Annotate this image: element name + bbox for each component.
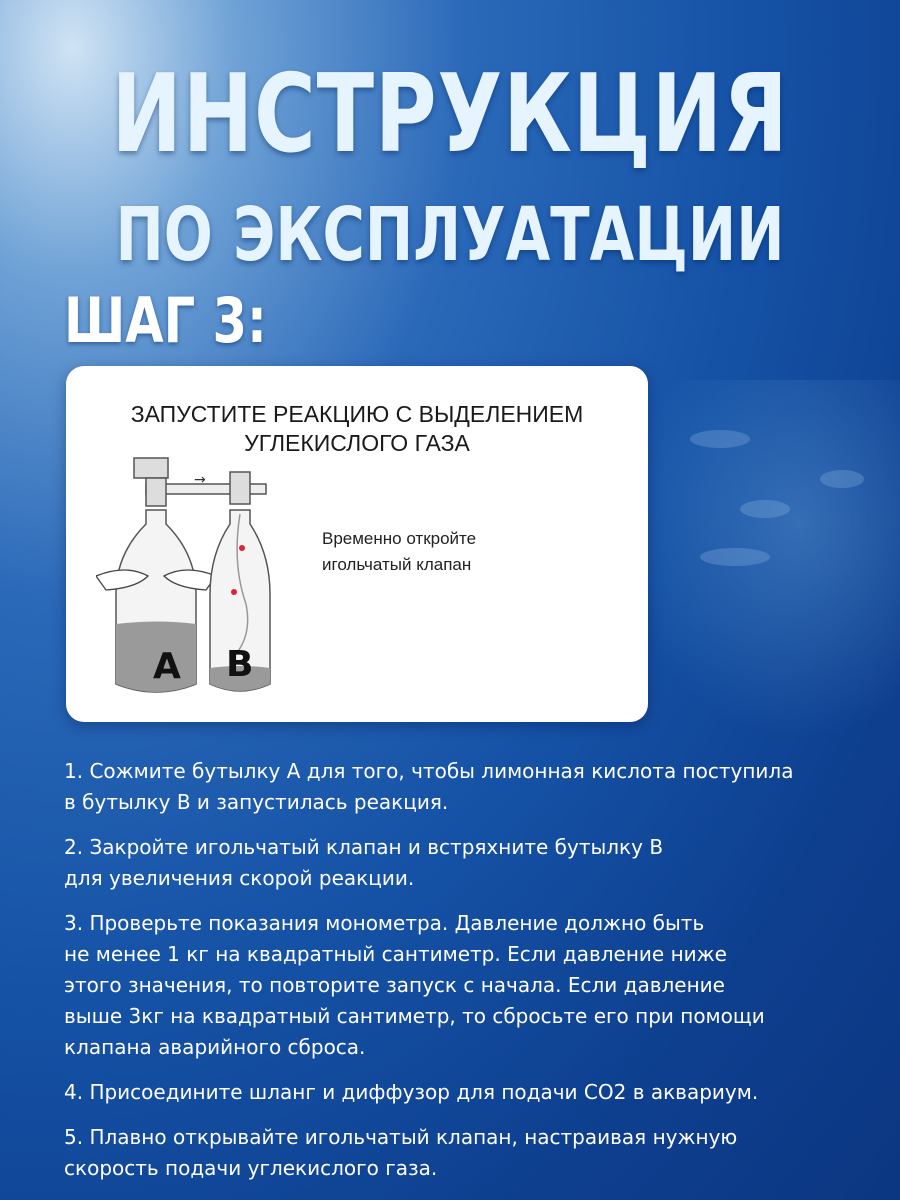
instructions-list	[64, 756, 854, 1198]
bubble	[239, 545, 245, 551]
instruction-item: 4. Присоедините шланг и диффузор для подачи СО2 в аквариум.	[64, 1080, 759, 1104]
page-subtitle: ПО ЭКСПЛУАТАЦИИ	[115, 192, 785, 278]
valve-icon	[230, 472, 250, 504]
pressure-gauge-icon	[134, 458, 168, 478]
card-note	[322, 526, 542, 578]
cap-icon	[146, 478, 166, 506]
card-heading-line: УГЛЕКИСЛОГО ГАЗА	[244, 430, 470, 456]
bottles-illustration	[96, 454, 316, 704]
page-title: ИНСТРУКЦИЯ	[111, 52, 789, 177]
fish-decoration	[740, 500, 790, 518]
card-heading-line: ЗАПУСТИТЕ РЕАКЦИЮ С ВЫДЕЛЕНИЕМ	[130, 401, 584, 427]
instruction-item: 2. Закройте игольчатый клапан и встряхните бутылку В для увеличения скорой реакции.	[64, 835, 664, 890]
step-label: ШАГ 3:	[64, 284, 267, 357]
card-note-line: Временно откройте	[322, 529, 477, 548]
bottle-a-label: A	[153, 646, 181, 687]
illustration-card	[66, 366, 648, 722]
fish-decoration	[700, 548, 770, 566]
instruction-item: 5. Плавно открывайте игольчатый клапан, настраивая нужную скорость подачи углекислого газа.	[64, 1125, 738, 1180]
instruction-item: 1. Сожмите бутылку А для того, чтобы лимонная кислота поступила в бутылку В и запустилась реакция.	[64, 759, 794, 814]
fish-decoration	[690, 430, 750, 448]
bottle-b-label: B	[226, 644, 254, 685]
card-heading	[66, 400, 648, 458]
card-note-line: игольчатый клапан	[322, 555, 472, 574]
fish-decoration	[820, 470, 864, 488]
instruction-item: 3. Проверьте показания монометра. Давление должно быть не менее 1 кг на квадратный сантиметр. Если давление ниже этого значения, то повторите запуск с начала. Если давление выше 3кг на квадратный сантиметр, то сбросьте его при помощи клапана аварийного сброса.	[64, 911, 765, 1059]
flow-arrow-icon: →	[194, 472, 206, 488]
bubble	[231, 589, 237, 595]
